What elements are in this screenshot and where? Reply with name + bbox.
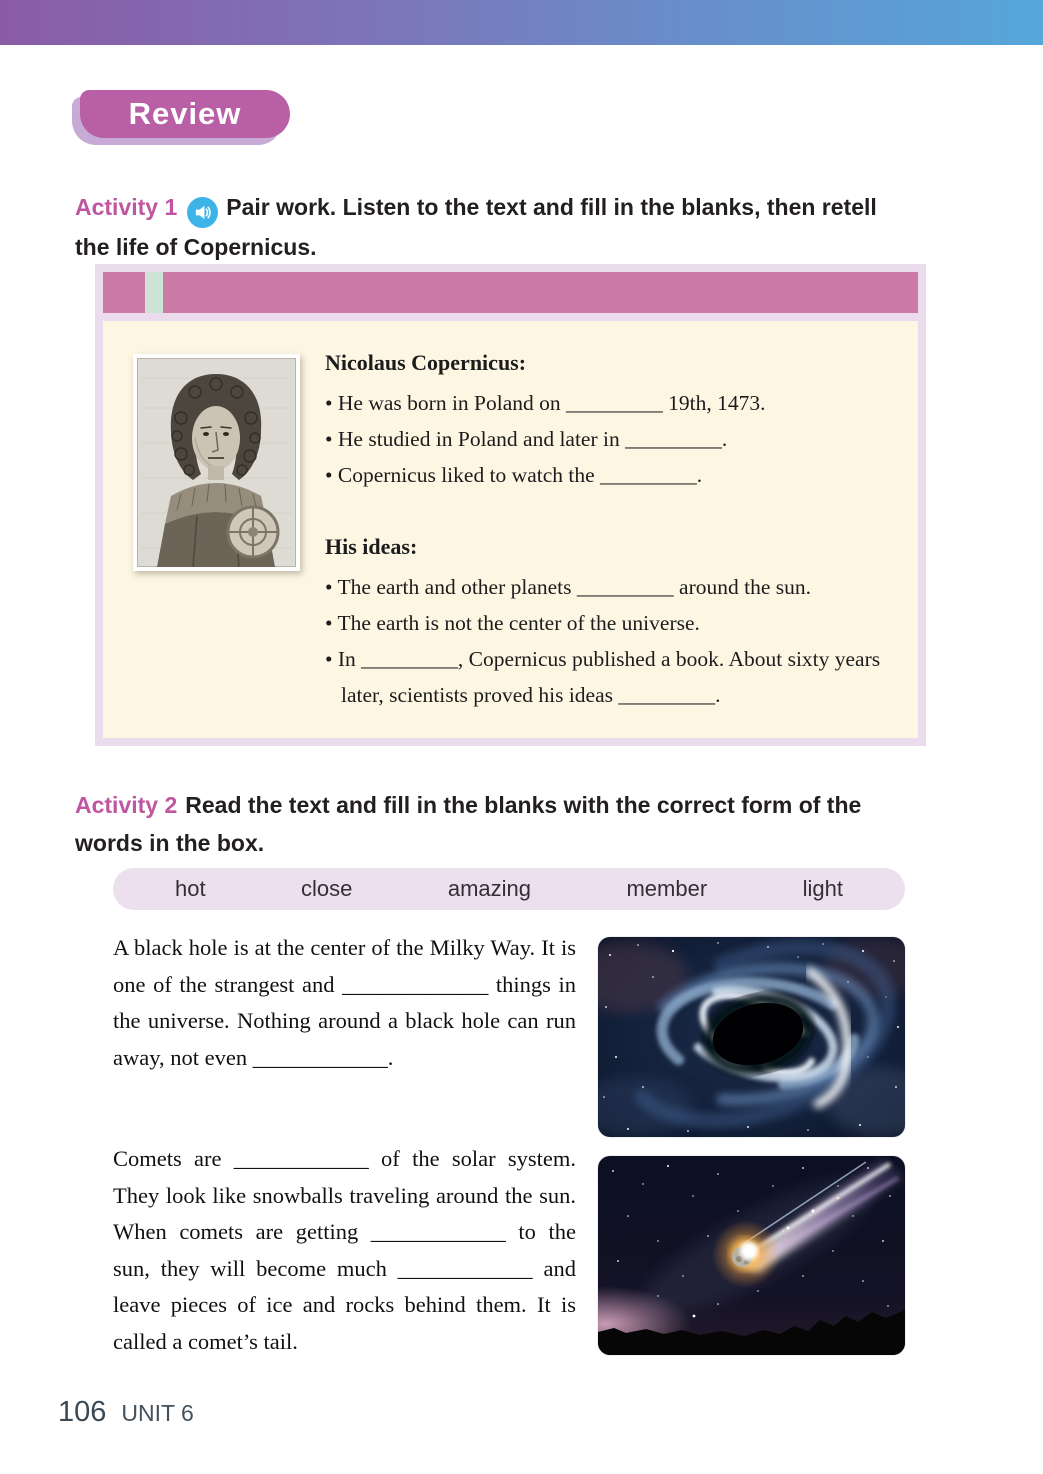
black-hole-paragraph: A black hole is at the center of the Milky Way. It is one of the strangest and _____________ things in the universe. Nothing around a black hole can run away, not even ____________. [113, 935, 576, 1070]
unit-label: UNIT 6 [121, 1400, 194, 1426]
copernicus-box-header-bar [103, 272, 918, 313]
copernicus-box-body [103, 321, 918, 738]
fact-bullet: • Copernicus liked to watch the _________. [325, 463, 703, 487]
activity2-heading [75, 786, 975, 862]
comet-photo [598, 1156, 905, 1355]
copernicus-box [95, 264, 926, 746]
word-box-item: light [802, 876, 843, 901]
activity2-instruction-line1: Read the text and fill in the blanks with the correct form of the [185, 792, 862, 818]
header-bar-green-stripe [145, 272, 163, 313]
activity2-instruction-line2: words in the box. [75, 830, 265, 856]
idea-bullet: • In _________, Copernicus published a book. About sixty years later, scientists proved his ideas _________. [325, 647, 881, 707]
copernicus-text-block [325, 347, 919, 713]
word-box [113, 868, 905, 910]
idea-bullet: • The earth is not the center of the universe. [325, 611, 700, 635]
top-gradient-bar [0, 0, 1043, 45]
speaker-icon-glyph [193, 203, 212, 222]
copernicus-section1-bullets [325, 385, 919, 493]
review-badge-label: Review [128, 96, 242, 131]
activity1-instruction-line1: Pair work. Listen to the text and fill in the blanks, then retell [226, 194, 877, 220]
fact-bullet: • He was born in Poland on _________ 19th, 1473. [325, 391, 766, 415]
copernicus-section2-title: His ideas: [325, 534, 418, 559]
copernicus-section1-title: Nicolaus Copernicus: [325, 350, 527, 375]
fact-bullet: • He studied in Poland and later in _________. [325, 427, 728, 451]
word-box-item: amazing [447, 876, 532, 901]
activity1-heading [75, 188, 975, 266]
idea-bullet: • The earth and other planets _________ around the sun. [325, 575, 811, 599]
activity2-label: Activity 2 [75, 792, 178, 818]
copernicus-section2-bullets [325, 569, 919, 713]
comet-paragraph: Comets are ____________ of the solar system. They look like snowballs traveling around the sun. When comets are getting ____________ to the sun, they will become much ____________ and leave pieces of ice and rocks behind them. It is called a comet’s tail. [113, 1146, 576, 1354]
activity1-label: Activity 1 [75, 194, 178, 220]
activity1-instruction-line2: the life of Copernicus. [75, 234, 317, 260]
copernicus-portrait-engraving [137, 358, 296, 567]
review-badge [80, 90, 290, 138]
black-hole-illustration [598, 937, 905, 1137]
copernicus-portrait [133, 354, 300, 571]
black-hole-photo [598, 937, 905, 1137]
page-footer [58, 1396, 194, 1429]
speaker-icon[interactable] [187, 197, 218, 228]
comet-illustration [598, 1156, 905, 1355]
word-box-item: hot [175, 876, 206, 901]
word-box-item: member [626, 876, 708, 901]
page-number: 106 [58, 1396, 107, 1428]
word-box-item: close [301, 876, 353, 901]
